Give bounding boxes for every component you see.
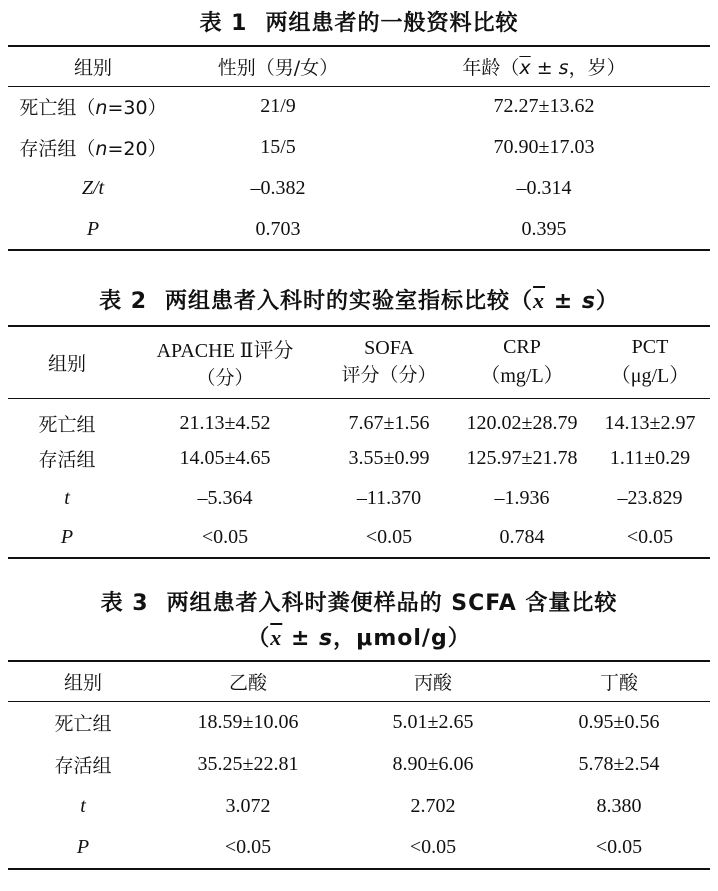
table-row: [8, 701, 710, 743]
cell-sofa: 7.67±1.56: [348, 411, 430, 434]
table1-header-sex: 性别（男/女）: [217, 56, 339, 79]
row-label: 死亡组: [54, 712, 112, 735]
cell-crp: 120.02±28.79: [466, 411, 578, 434]
table2-header-sofa: [324, 326, 454, 398]
cell-pct: –23.829: [617, 486, 683, 509]
cell-age: –0.314: [516, 177, 572, 199]
cell-sex: 21/9: [260, 95, 296, 118]
table1-header-age: [378, 46, 710, 86]
cell-sex: 15/5: [260, 136, 296, 158]
row-label: [8, 127, 178, 168]
table2-header-apache: [126, 326, 324, 398]
apache-label: APACHE Ⅱ评分: [156, 340, 294, 363]
table-row: [8, 518, 710, 558]
sd-symbol: s: [581, 289, 596, 314]
cell-sofa: 3.55±0.99: [348, 446, 430, 469]
cell-apache: 21.13±4.52: [179, 411, 271, 434]
mean-symbol: $\overline{x}$: [519, 56, 531, 79]
table2-header-crp: [454, 326, 590, 398]
n-symbol: n: [95, 97, 108, 120]
cell-acetic: 18.59±10.06: [197, 710, 299, 733]
cell-butyric: <0.05: [595, 836, 643, 858]
table3-header-butyric: 丁酸: [599, 671, 638, 694]
cell-pct: 14.13±2.97: [604, 411, 696, 434]
table2-number: 表 2: [99, 289, 148, 314]
cell-sex: –0.382: [250, 177, 306, 199]
table-row: [8, 478, 710, 518]
table1: [8, 45, 710, 251]
table-row: [8, 438, 710, 478]
cell-apache: –5.364: [197, 486, 253, 509]
title-unit: ，μmol/g）: [333, 626, 471, 651]
cell-butyric: 0.95±0.56: [578, 710, 660, 733]
table-row: [8, 168, 710, 209]
sofa-label: SOFA: [364, 337, 414, 360]
n-symbol: n: [95, 138, 108, 160]
cell-propionic: <0.05: [409, 836, 457, 858]
cell-acetic: <0.05: [224, 836, 272, 858]
table3-title-text: 两组患者入科时粪便样品的 SCFA 含量比较: [166, 591, 618, 616]
row-label-pre: 存活组（: [19, 138, 96, 160]
row-label: 存活组: [38, 448, 96, 471]
table1-header-group: 组别: [73, 56, 112, 79]
row-label: 死亡组: [38, 413, 96, 436]
row-label: 存活组: [54, 754, 112, 777]
table2-header-group: 组别: [47, 352, 86, 375]
table3-header-group: 组别: [63, 671, 102, 694]
cell-crp: 125.97±21.78: [466, 446, 578, 469]
pm-symbol: ±: [545, 289, 582, 314]
row-label: P: [60, 526, 74, 548]
pct-unit: （μg/L）: [610, 365, 690, 388]
crp-unit: （mg/L）: [480, 365, 564, 388]
table3-number: 表 3: [100, 591, 149, 616]
row-label: t: [80, 794, 86, 817]
sofa-unit: 评分（分）: [341, 364, 437, 387]
row-label-pre: 死亡组（: [19, 97, 96, 120]
cell-sex: 0.703: [255, 217, 301, 240]
table-row: [8, 785, 710, 827]
table2-section: [8, 284, 710, 559]
table2-header-row: [8, 326, 710, 398]
table2-header-pct: [590, 326, 710, 398]
cell-crp: 0.784: [499, 526, 545, 548]
table2: [8, 325, 710, 559]
cell-age: 0.395: [521, 217, 567, 240]
cell-age: 72.27±13.62: [493, 95, 595, 118]
cell-sofa: –11.370: [356, 486, 422, 509]
pm-symbol: ±: [530, 56, 559, 79]
table3: [8, 660, 710, 870]
cell-age: 70.90±17.03: [493, 136, 595, 158]
row-label: [8, 86, 178, 127]
row-label-post: =20）: [107, 138, 167, 160]
title-close-paren: ）: [595, 289, 619, 314]
title-open-paren: （: [247, 626, 271, 651]
cell-butyric: 8.380: [596, 794, 642, 817]
table3-header-propionic: 丙酸: [413, 671, 452, 694]
row-label: P: [76, 836, 90, 858]
cell-propionic: 8.90±6.06: [392, 752, 474, 775]
row-label: Z/t: [81, 177, 105, 199]
cell-pct: 1.11±0.29: [609, 446, 691, 469]
cell-acetic: 3.072: [225, 794, 271, 817]
table-row: [8, 827, 710, 869]
table1-title-text: 两组患者的一般资料比较: [265, 11, 519, 36]
cell-apache: <0.05: [201, 526, 249, 548]
table-row: [8, 127, 710, 168]
row-label-post: =30）: [107, 97, 167, 120]
age-header-post: ，岁）: [568, 56, 626, 79]
cell-butyric: 5.78±2.54: [578, 752, 660, 775]
pm-symbol: ±: [282, 626, 320, 651]
cell-pct: <0.05: [626, 526, 674, 548]
apache-unit: （分）: [196, 367, 254, 390]
table1-number: 表 1: [199, 11, 248, 36]
cell-sofa: <0.05: [365, 526, 413, 548]
row-label: P: [86, 217, 100, 240]
mean-symbol: $\overline{x}$: [270, 625, 283, 650]
table-row: [8, 86, 710, 127]
pct-label: PCT: [631, 336, 669, 359]
cell-acetic: 35.25±22.81: [197, 752, 299, 775]
age-header-pre: 年龄（: [462, 56, 520, 79]
sd-symbol: s: [558, 56, 569, 79]
cell-propionic: 2.702: [410, 794, 456, 817]
crp-label: CRP: [503, 336, 541, 359]
table3-header-acetic: 乙酸: [228, 671, 267, 694]
row-label: t: [64, 486, 70, 509]
sd-symbol: s: [319, 626, 334, 651]
table3-header-row: [8, 661, 710, 701]
table2-title-text: 两组患者入科时的实验室指标比较（: [165, 289, 534, 314]
cell-propionic: 5.01±2.65: [392, 710, 474, 733]
table1-title: [8, 6, 710, 37]
table-row: [8, 398, 710, 438]
table3-title: [8, 586, 710, 617]
table3-title-line2: [8, 621, 710, 652]
table2-title: [8, 284, 710, 315]
table1-section: [8, 6, 710, 251]
cell-apache: 14.05±4.65: [179, 446, 271, 469]
mean-symbol: $\overline{x}$: [533, 288, 546, 313]
table-row: [8, 743, 710, 785]
table3-section: [8, 586, 710, 870]
cell-crp: –1.936: [494, 486, 550, 509]
table-row: [8, 209, 710, 250]
table1-header-row: [8, 46, 710, 86]
